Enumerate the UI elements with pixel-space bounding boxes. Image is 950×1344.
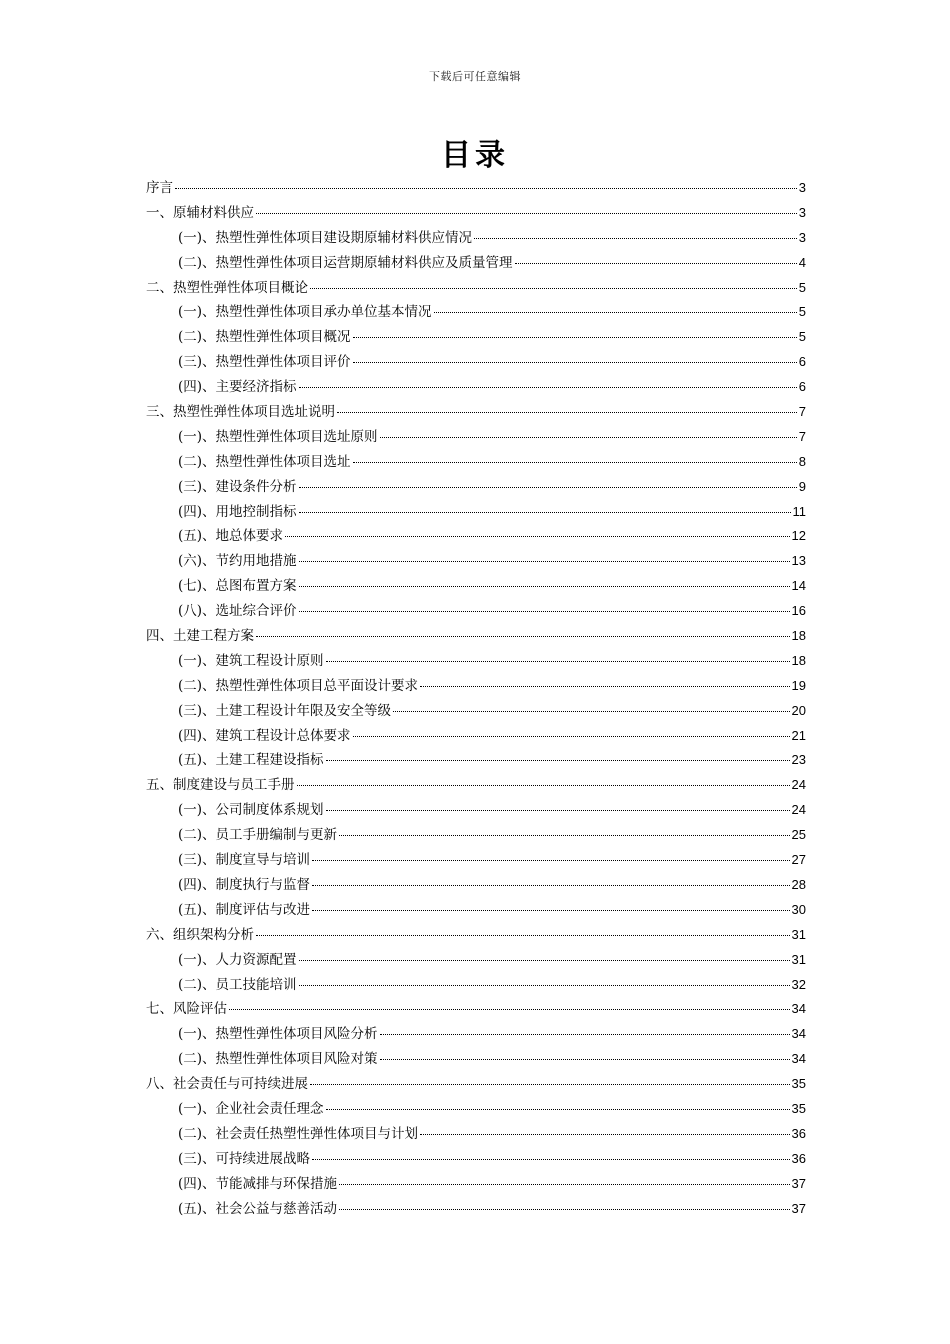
toc-entry-label: (五)、社会公益与慈善活动: [178, 1200, 338, 1217]
toc-page-number: 5: [798, 279, 806, 295]
toc-dot-leader: [312, 910, 789, 911]
toc-page-number: 19: [791, 677, 806, 693]
toc-dot-leader: [337, 412, 797, 413]
toc-section-entry[interactable]: [146, 350, 806, 375]
toc-dot-leader: [299, 985, 790, 986]
toc-section-entry[interactable]: [146, 674, 806, 699]
toc-chapter-entry[interactable]: [146, 201, 806, 226]
toc-entry-label: (五)、土建工程建设指标: [178, 752, 324, 769]
toc-entry-label: 四、土建工程方案: [146, 628, 254, 645]
toc-entry-label: 五、制度建设与员工手册: [146, 777, 295, 794]
toc-entry-label: (一)、公司制度体系规划: [178, 802, 324, 819]
toc-dot-leader: [515, 263, 797, 264]
toc-section-entry[interactable]: [146, 948, 806, 973]
toc-dot-leader: [175, 188, 797, 189]
toc-page-number: 34: [791, 1051, 806, 1067]
toc-dot-leader: [299, 487, 797, 488]
header-note: 下载后可任意编辑: [429, 70, 521, 83]
toc-entry-label: (二)、社会责任热塑性弹性体项目与计划: [178, 1125, 419, 1142]
toc-dot-leader: [326, 810, 790, 811]
toc-page-number: 25: [791, 827, 806, 843]
toc-page-number: 5: [798, 329, 806, 345]
toc-dot-leader: [339, 1209, 789, 1210]
toc-page-number: 11: [792, 503, 806, 519]
toc-dot-leader: [312, 860, 789, 861]
toc-entry-label: (二)、热塑性弹性体项目运营期原辅材料供应及质量管理: [178, 254, 513, 271]
toc-entry-label: (三)、建设条件分析: [178, 478, 297, 495]
toc-entry-label: (四)、节能减排与环保措施: [178, 1175, 338, 1192]
toc-page-number: 9: [798, 478, 806, 494]
toc-dot-leader: [420, 686, 789, 687]
toc-page-number: 18: [791, 628, 806, 644]
toc-page-number: 35: [791, 1100, 806, 1116]
toc-entry-label: (一)、热塑性弹性体项目风险分析: [178, 1026, 378, 1043]
toc-entry-label: (七)、总图布置方案: [178, 578, 297, 595]
toc-section-entry[interactable]: [146, 873, 806, 898]
toc-entry-label: (三)、制度宣导与培训: [178, 852, 311, 869]
toc-section-entry[interactable]: [146, 450, 806, 475]
toc-section-entry[interactable]: [146, 649, 806, 674]
toc-entry-label: 六、组织架构分析: [146, 926, 254, 943]
toc-section-entry[interactable]: [146, 524, 806, 549]
toc-entry-label: (八)、选址综合评价: [178, 603, 297, 620]
toc-page-number: 13: [791, 553, 806, 569]
toc-dot-leader: [380, 1034, 790, 1035]
toc-dot-leader: [380, 1059, 790, 1060]
toc-entry-label: (二)、热塑性弹性体项目风险对策: [178, 1051, 378, 1068]
toc-dot-leader: [299, 586, 790, 587]
toc-entry-label: (五)、地总体要求: [178, 528, 284, 545]
toc-page-number: 37: [791, 1200, 806, 1216]
toc-dot-leader: [299, 611, 790, 612]
toc-entry-label: (三)、土建工程设计年限及安全等级: [178, 702, 392, 719]
toc-entry-label: (一)、人力资源配置: [178, 951, 297, 968]
toc-section-entry[interactable]: [146, 823, 806, 848]
toc-section-entry[interactable]: [146, 1147, 806, 1172]
toc-section-entry[interactable]: [146, 599, 806, 624]
toc-entry-label: (一)、建筑工程设计原则: [178, 652, 324, 669]
toc-dot-leader: [297, 785, 790, 786]
toc-chapter-entry[interactable]: [146, 997, 806, 1022]
toc-page-number: 12: [791, 528, 806, 544]
toc-section-entry[interactable]: [146, 300, 806, 325]
toc-dot-leader: [326, 661, 790, 662]
toc-dot-leader: [420, 1134, 789, 1135]
toc-page-number: 23: [791, 752, 806, 768]
toc-entry-label: (四)、用地控制指标: [178, 503, 297, 520]
toc-chapter-entry[interactable]: [146, 176, 806, 201]
toc-dot-leader: [326, 1109, 790, 1110]
toc-page-number: 36: [791, 1150, 806, 1166]
toc-section-entry[interactable]: [146, 724, 806, 749]
toc-page-number: 7: [798, 428, 806, 444]
toc-page-number: 21: [791, 727, 806, 743]
toc-page-number: 32: [791, 976, 806, 992]
toc-dot-leader: [339, 1184, 789, 1185]
toc-page-number: 34: [791, 1001, 806, 1017]
toc-dot-leader: [285, 536, 789, 537]
toc-page-number: 7: [798, 404, 806, 420]
toc-dot-leader: [380, 437, 797, 438]
toc-page-number: 18: [791, 652, 806, 668]
toc-dot-leader: [299, 512, 791, 513]
toc-dot-leader: [229, 1009, 790, 1010]
toc-title: 目录: [441, 138, 509, 173]
toc-page-number: 36: [791, 1125, 806, 1141]
toc-dot-leader: [353, 736, 790, 737]
toc-page-number: 3: [798, 180, 806, 195]
toc-page-number: 14: [791, 578, 806, 594]
toc-page-number: 3: [798, 204, 806, 220]
toc-section-entry[interactable]: [146, 574, 806, 599]
toc-entry-label: (一)、热塑性弹性体项目选址原则: [178, 428, 378, 445]
toc-chapter-entry[interactable]: [146, 773, 806, 798]
toc-page-number: 8: [798, 453, 806, 469]
toc-entry-label: (四)、主要经济指标: [178, 379, 297, 396]
toc-dot-leader: [310, 288, 797, 289]
toc-section-entry[interactable]: [146, 251, 806, 276]
toc-chapter-entry[interactable]: [146, 400, 806, 425]
toc-chapter-entry[interactable]: [146, 624, 806, 649]
toc-page-number: 27: [791, 852, 806, 868]
toc-section-entry[interactable]: [146, 1122, 806, 1147]
toc-entry-label: (四)、制度执行与监督: [178, 876, 311, 893]
toc-chapter-entry[interactable]: [146, 923, 806, 948]
toc-dot-leader: [393, 711, 789, 712]
toc-entry-label: (二)、员工技能培训: [178, 976, 297, 993]
toc-dot-leader: [310, 1084, 790, 1085]
toc-section-entry[interactable]: [146, 798, 806, 823]
toc-dot-leader: [353, 337, 797, 338]
toc-section-entry[interactable]: [146, 1047, 806, 1072]
toc-section-entry[interactable]: [146, 425, 806, 450]
toc-page-number: 6: [798, 354, 806, 370]
toc-entry-label: (四)、建筑工程设计总体要求: [178, 727, 351, 744]
toc-section-entry[interactable]: [146, 1197, 806, 1222]
toc-chapter-entry[interactable]: [146, 276, 806, 301]
toc-entry-label: (二)、热塑性弹性体项目选址: [178, 453, 351, 470]
toc-page-number: 31: [791, 926, 806, 942]
toc-entry-label: (一)、企业社会责任理念: [178, 1100, 324, 1117]
toc-section-entry[interactable]: [146, 375, 806, 400]
toc-dot-leader: [474, 238, 797, 239]
toc-chapter-entry[interactable]: [146, 1072, 806, 1097]
toc-entry-label: 序言: [146, 180, 173, 196]
toc-section-entry[interactable]: [146, 325, 806, 350]
toc-section-entry[interactable]: [146, 1097, 806, 1122]
toc-section-entry[interactable]: [146, 226, 806, 251]
toc-page-number: 20: [791, 702, 806, 718]
toc-section-entry[interactable]: [146, 549, 806, 574]
toc-page-number: 31: [791, 951, 806, 967]
toc-entry-label: 一、原辅材料供应: [146, 204, 254, 221]
toc-page-number: 5: [798, 304, 806, 320]
toc-dot-leader: [299, 561, 790, 562]
toc-dot-leader: [434, 312, 797, 313]
toc-section-entry[interactable]: [146, 475, 806, 500]
toc-entry-label: 七、风险评估: [146, 1001, 227, 1018]
toc-entry-label: (三)、热塑性弹性体项目评价: [178, 354, 351, 371]
toc-section-entry[interactable]: [146, 848, 806, 873]
toc-page-number: 6: [798, 379, 806, 395]
toc-dot-leader: [353, 362, 797, 363]
toc-entry-label: (一)、热塑性弹性体项目承办单位基本情况: [178, 304, 432, 321]
toc-section-entry[interactable]: [146, 898, 806, 923]
toc-section-entry[interactable]: [146, 748, 806, 773]
toc-page-number: 24: [791, 777, 806, 793]
toc-page-number: 30: [791, 901, 806, 917]
toc-page-number: 35: [791, 1076, 806, 1092]
toc-entry-label: 三、热塑性弹性体项目选址说明: [146, 404, 335, 421]
toc-entry-label: 八、社会责任与可持续进展: [146, 1076, 308, 1093]
toc-entry-label: (六)、节约用地措施: [178, 553, 297, 570]
toc-dot-leader: [312, 885, 789, 886]
toc-section-entry[interactable]: [146, 973, 806, 998]
toc-dot-leader: [353, 462, 797, 463]
toc-entry-label: (二)、热塑性弹性体项目总平面设计要求: [178, 677, 419, 694]
toc-entry-label: (五)、制度评估与改进: [178, 901, 311, 918]
toc-page-number: 34: [791, 1026, 806, 1042]
toc-dot-leader: [312, 1159, 789, 1160]
toc-dot-leader: [256, 636, 790, 637]
toc-page-number: 3: [798, 229, 806, 245]
toc-section-entry[interactable]: [146, 500, 806, 525]
toc-dot-leader: [299, 960, 790, 961]
toc-section-entry[interactable]: [146, 699, 806, 724]
table-of-contents: [146, 176, 806, 1221]
toc-dot-leader: [339, 835, 789, 836]
toc-entry-label: (二)、热塑性弹性体项目概况: [178, 329, 351, 346]
toc-dot-leader: [256, 935, 790, 936]
toc-dot-leader: [299, 387, 797, 388]
toc-page-number: 4: [798, 254, 806, 270]
toc-page-number: 16: [791, 603, 806, 619]
toc-page-number: 28: [791, 876, 806, 892]
toc-entry-label: (三)、可持续进展战略: [178, 1150, 311, 1167]
toc-entry-label: (二)、员工手册编制与更新: [178, 827, 338, 844]
toc-section-entry[interactable]: [146, 1172, 806, 1197]
toc-entry-label: (一)、热塑性弹性体项目建设期原辅材料供应情况: [178, 229, 473, 246]
toc-page-number: 24: [791, 802, 806, 818]
toc-dot-leader: [256, 213, 797, 214]
toc-dot-leader: [326, 760, 790, 761]
toc-page-number: 37: [791, 1175, 806, 1191]
toc-entry-label: 二、热塑性弹性体项目概论: [146, 279, 308, 296]
toc-section-entry[interactable]: [146, 1022, 806, 1047]
